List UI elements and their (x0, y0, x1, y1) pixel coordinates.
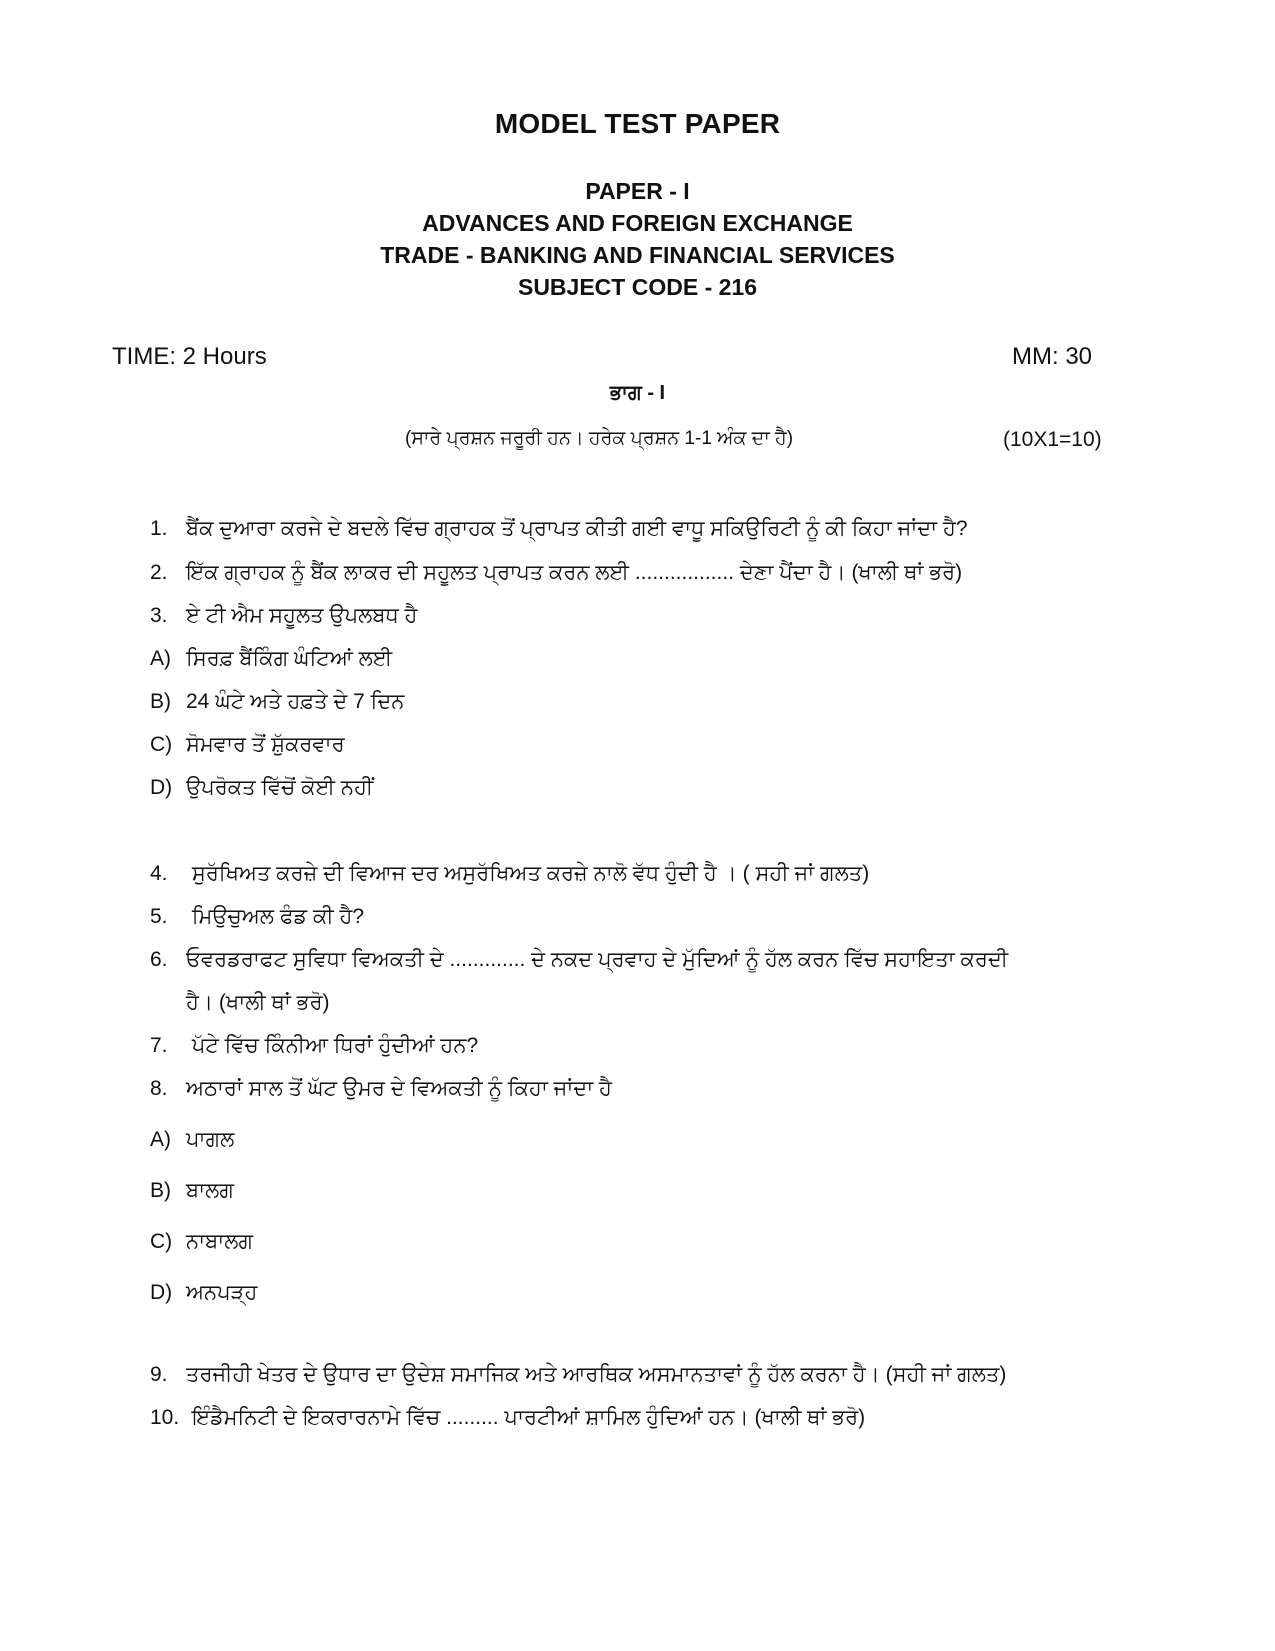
option-text: ਪਾਗਲ (186, 1128, 235, 1151)
time-allowed: TIME: 2 Hours (112, 343, 267, 370)
question-number: 10. (150, 1406, 180, 1429)
option-text: ਨਾਬਾਲਗ (186, 1230, 254, 1253)
question-number: 9. (150, 1363, 168, 1386)
question-number: 4. (150, 862, 168, 885)
option-3c (150, 733, 345, 757)
question-5 (150, 905, 364, 929)
question-text: ਇੱਕ ਗ੍ਰਾਹਕ ਨੂੰ ਬੈਂਕ ਲਾਕਰ ਦੀ ਸਹੂਲਤ ਪ੍ਰਾਪਤ ਕਰਨ ਲਈ ................. ਦੇਣਾ ਪੈਂਦਾ ਹੈ। (ਖਾਲੀ ਥਾਂ ਭਰੋ) (186, 561, 963, 584)
option-text: ਸੋਮਵਾਰ ਤੋਂ ਸ਼ੁੱਕਰਵਾਰ (186, 733, 345, 756)
question-text: ਤਰਜੀਹੀ ਖੇਤਰ ਦੇ ਉਧਾਰ ਦਾ ਉਦੇਸ਼ ਸਮਾਜਿਕ ਅਤੇ ਆਰਥਿਕ ਅਸਮਾਨਤਾਵਾਂ ਨੂੰ ਹੱਲ ਕਰਨਾ ਹੈ। (ਸਹੀ ਜਾਂ ਗਲਤ) (186, 1363, 1007, 1386)
option-8c (150, 1230, 253, 1254)
question-text: ਪੱਟੇ ਵਿੱਚ ਕਿੰਨੀਆ ਧਿਰਾਂ ਹੁੰਦੀਆਂ ਹਨ? (186, 1034, 479, 1057)
option-text: ਸਿਰਫ਼ ਬੈਂਕਿੰਗ ਘੰਟਿਆਂ ਲਈ (186, 647, 393, 670)
option-8d (150, 1281, 257, 1305)
paper-number: PAPER - I (585, 178, 690, 204)
option-8a (150, 1128, 234, 1152)
section-marks: (10X1=10) (1003, 428, 1102, 451)
question-4 (150, 862, 869, 886)
option-3b (150, 690, 404, 714)
question-6-continued: ਹੈ। (ਖਾਲੀ ਥਾਂ ਭਰੋ) (186, 991, 330, 1014)
question-number: 3. (150, 604, 168, 627)
question-1 (150, 517, 968, 541)
question-text: ਓਵਰਡਰਾਫਟ ਸੁਵਿਧਾ ਵਿਅਕਤੀ ਦੇ ............. ਦੇ ਨਕਦ ਪ੍ਰਵਾਹ ਦੇ ਮੁੱਦਿਆਂ ਨੂੰ ਹੱਲ ਕਰਨ ਵਿੱਚ ਸਹਾਇਤਾ ਕਰਦੀ (186, 948, 1009, 971)
option-3a (150, 647, 392, 671)
question-10 (150, 1406, 865, 1430)
question-number: 2. (150, 561, 168, 584)
max-marks: MM: 30 (1012, 343, 1093, 370)
option-label: A) (150, 1128, 171, 1151)
question-number: 7. (150, 1034, 168, 1057)
option-label: B) (150, 690, 171, 713)
question-number: 6. (150, 948, 168, 971)
option-text: ਬਾਲਗ (186, 1179, 234, 1202)
subject-code: SUBJECT CODE - 216 (517, 274, 757, 300)
question-3 (150, 604, 417, 628)
option-text: 24 ਘੰਟੇ ਅਤੇ ਹਫ਼ਤੇ ਦੇ 7 ਦਿਨ (186, 690, 405, 713)
question-text: ਸੁਰੱਖਿਅਤ ਕਰਜ਼ੇ ਦੀ ਵਿਆਜ ਦਰ ਅਸੁਰੱਖਿਅਤ ਕਰਜ਼ੇ ਨਾਲੋ ਵੱਧ ਹੁੰਦੀ ਹੈ । ( ਸਹੀ ਜਾਂ ਗਲਤ) (186, 862, 870, 885)
question-number: 1. (150, 517, 168, 540)
question-8 (150, 1077, 612, 1101)
question-text: ਮਿਉਚੁਅਲ ਫੰਡ ਕੀ ਹੈ? (186, 905, 365, 928)
question-text: ਅਠਾਰਾਂ ਸਾਲ ਤੋਂ ਘੱਟ ਉਮਰ ਦੇ ਵਿਅਕਤੀ ਨੂੰ ਕਿਹਾ ਜਾਂਦਾ ਹੈ (186, 1077, 612, 1100)
question-text: ਇੰਡੈਮਨਿਟੀ ਦੇ ਇਕਰਾਰਨਾਮੇ ਵਿੱਚ ......... ਪਾਰਟੀਆਂ ਸ਼ਾਮਿਲ ਹੁੰਦਿਆਂ ਹਨ। (ਖਾਲੀ ਥਾਂ ਭਰੋ) (186, 1406, 866, 1429)
page-title: MODEL TEST PAPER (494, 108, 781, 139)
option-8b (150, 1179, 234, 1203)
question-text: ਬੈਂਕ ਦੁਆਰਾ ਕਰਜੇ ਦੇ ਬਦਲੇ ਵਿੱਚ ਗ੍ਰਾਹਕ ਤੋਂ ਪ੍ਰਾਪਤ ਕੀਤੀ ਗਈ ਵਾਧੂ ਸਕਿਉਰਿਟੀ ਨੂੰ ਕੀ ਕਿਹਾ ਜਾਂਦਾ ਹੈ? (186, 517, 968, 540)
trade-name: TRADE - BANKING AND FINANCIAL SERVICES (380, 242, 895, 268)
option-label: D) (150, 1281, 173, 1304)
option-text: ਅਨਪੜ੍ਹ (186, 1281, 258, 1304)
option-label: C) (150, 1230, 173, 1253)
option-label: B) (150, 1179, 171, 1202)
option-label: D) (150, 776, 173, 799)
question-9 (150, 1363, 1006, 1387)
subject-name: ADVANCES AND FOREIGN EXCHANGE (422, 210, 853, 236)
section-title: ਭਾਗ - I (609, 382, 666, 404)
question-number: 5. (150, 905, 168, 928)
section-instructions: (ਸਾਰੇ ਪ੍ਰਸ਼ਨ ਜਰੂਰੀ ਹਨ। ਹਰੇਕ ਪ੍ਰਸ਼ਨ 1-1 ਅੰਕ ਦਾ ਹੈ) (405, 428, 794, 449)
option-label: A) (150, 647, 171, 670)
question-text: ਏ ਟੀ ਐਮ ਸਹੂਲਤ ਉਪਲਬਧ ਹੈ (186, 604, 418, 627)
question-number: 8. (150, 1077, 168, 1100)
option-text: ਉਪਰੋਕਤ ਵਿੱਚੋਂ ਕੋਈ ਨਹੀਂ (186, 776, 374, 799)
option-3d (150, 776, 373, 800)
question-6 (150, 948, 1008, 972)
option-label: C) (150, 733, 173, 756)
question-2 (150, 561, 962, 585)
question-7 (150, 1034, 478, 1058)
